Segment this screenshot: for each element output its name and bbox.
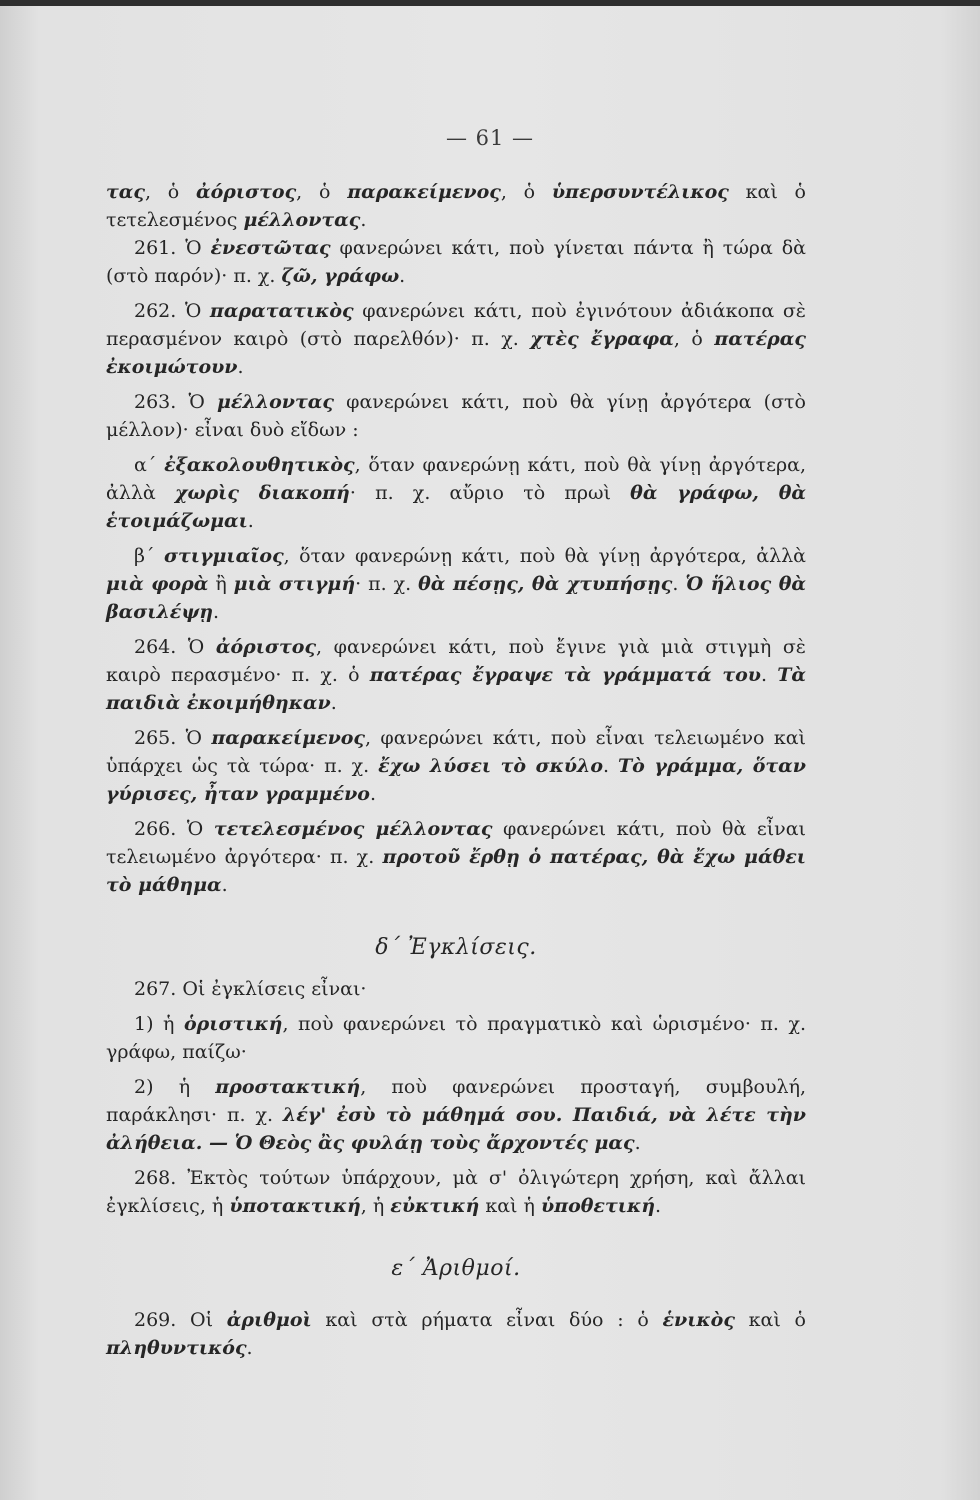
emphasized-term: ὑπερσυντέλικος [551,181,729,203]
text-run: καὶ ὁ τετελεσμένος [106,181,806,231]
text-run: 262. Ὁ [134,300,210,322]
text-run: 268. Ἐκτὸς τούτων ὑπάρχουν, μὰ σ' ὀλιγώτερη χρήση, καὶ ἄλλαι ἐγκλίσεις, ἡ [106,1167,806,1217]
text-run: . [221,874,228,896]
text-run: καὶ στὰ ρήματα εἶναι δύο : ὁ [311,1309,663,1331]
text-run: καὶ ἡ [479,1195,541,1217]
emphasized-term: ἀριθμοὶ [226,1309,312,1331]
text-run: · π. χ. [355,573,419,595]
paragraph [106,451,806,535]
text-run: β΄ [134,545,164,567]
emphasized-term: θὰ γράφω, θὰ ἑτοιμάζωμαι [106,482,806,532]
text-run: φανερώνει κάτι, ποὺ θὰ εἶναι τελειωμένο ἀργότερα· π. χ. [106,818,807,868]
text-run: . [603,755,619,777]
paragraph [106,1164,806,1220]
paragraph [106,297,806,381]
emphasized-term: ὑποθετική [540,1195,656,1217]
emphasized-term: παρακείμενος [347,181,501,203]
text-run: 265. Ὁ [134,727,212,749]
text-run: καὶ ὁ [734,1309,806,1331]
emphasized-term: ἀόριστος [215,636,317,658]
text-run: . [399,265,406,287]
page-text [106,178,806,1362]
text-run: . [213,601,220,623]
emphasized-term: προτοῦ ἔρθῃ ὁ πατέρας, θὰ ἔχω μάθει τὸ μάθημα [106,846,806,896]
emphasized-term: Ὁ ἥλιος θὰ βασιλέψῃ [106,573,806,623]
text-run: 1) ἡ [134,1013,184,1035]
text-run: 264. Ὁ [134,636,216,658]
emphasized-term: τας [106,181,145,203]
text-run: . [247,510,254,532]
text-run: , ὁ [296,181,348,203]
paragraph [106,388,806,444]
emphasized-term: ὑποτακτική [229,1195,361,1217]
paragraph [106,633,806,717]
paragraph [106,1073,806,1157]
emphasized-term: θὰ πέσῃς, θὰ χτυπήσῃς [418,573,673,595]
text-run: 263. Ὁ [134,391,218,413]
text-run: . [237,356,244,378]
paragraph [106,1306,806,1362]
emphasized-term: μιὰ φορὰ [106,573,209,595]
emphasized-term: προστακτική [215,1076,361,1098]
text-run: . [672,573,686,595]
text-run: 2) ἡ [134,1076,216,1098]
emphasized-term: ζῶ, γράφω [281,265,400,287]
text-run: , ἡ [360,1195,391,1217]
emphasized-term: Τὰ παιδιὰ ἐκοιμήθηκαν [106,664,806,714]
text-run: 269. Οἱ [134,1309,227,1331]
text-run: · π. χ. αὔριο τὸ πρωὶ [349,482,631,504]
emphasized-term: πληθυντικός [106,1337,247,1359]
paragraph [106,724,806,808]
text-run: 266. Ὁ [134,818,214,840]
text-run: . [761,664,778,686]
scan-edge [0,0,980,6]
emphasized-term: τετελεσμένος μέλλοντας [213,818,493,840]
text-run: , ὅταν φανερώνῃ κάτι, ποὺ θὰ γίνῃ ἀργότερα, ἀλλὰ [283,545,806,567]
text-run: , φανερώνει κάτι, ποὺ ἔγινε γιὰ μιὰ στιγμὴ σὲ καιρὸ περασμένο· π. χ. ὁ [106,636,806,686]
emphasized-term: χωρὶς διακοπή [174,482,350,504]
text-run: . [246,1337,253,1359]
text-run: . [330,692,337,714]
emphasized-term: χτὲς ἔγραφα [530,328,674,350]
emphasized-term: λέγ' ἐσὺ τὸ μάθημά σου. Παιδιά, νὰ λέτε τὴν ἀλήθεια. — Ὁ Θεὸς ἂς φυλάῃ τοὺς ἄρχοντές μας [106,1104,806,1154]
paragraph [106,542,806,626]
emphasized-term: εὐκτική [390,1195,480,1217]
text-run: ἢ [208,573,234,595]
page-number: — 61 — [445,126,535,150]
emphasized-term: παρατατικὸς [209,300,354,322]
text-run: , ὁ [144,181,196,203]
text-run: . [655,1195,662,1217]
paragraph [106,1010,806,1066]
text-run: φανερώνει κάτι, ποὺ ἐγινότουν ἀδιάκοπα σὲ περασμένον καιρὸ (στὸ παρελθόν)· π. χ. [106,300,807,350]
emphasized-term: μέλλοντας [217,391,334,413]
text-run: φανερώνει κάτι, ποὺ θὰ γίνῃ ἀργότερα (στὸ μέλλον)· εἶναι δυὸ εἴδων : [106,391,806,441]
text-run: , ὁ [500,181,552,203]
text-run: . [360,209,367,231]
emphasized-term: ἔχω λύσει τὸ σκύλο [378,755,604,777]
emphasized-term: Τὸ γράμμα, ὅταν γύρισες, ἦταν γραμμένο [106,755,806,805]
paragraph [106,234,806,290]
text-run: , ὁ [673,328,715,350]
text-run: 261. Ὁ [134,237,211,259]
section-heading: δ΄ Ἐγκλίσεις. [375,935,537,960]
emphasized-term: παρακείμενος [211,727,365,749]
text-run: , ὅταν φανερώνῃ κάτι, ποὺ θὰ γίνῃ ἀργότερα, ἀλλὰ [106,454,806,504]
section-heading: ε΄ Ἀριθμοί. [391,1256,521,1281]
emphasized-term: ἀόριστος [196,181,297,203]
paragraph [106,975,806,1003]
text-run: . [634,1132,641,1154]
text-run: 267. Οἱ ἐγκλίσεις εἶναι· [134,978,367,1000]
emphasized-term: πατέρας ἐκοιμώτουν [106,328,806,378]
emphasized-term: ὁριστική [183,1013,283,1035]
paragraph [106,815,806,899]
text-run: , φανερώνει κάτι, ποὺ εἶναι τελειωμένο καὶ ὑπάρχει ὡς τὰ τώρα· π. χ. [106,727,806,777]
emphasized-term: μιὰ στιγμή [233,573,356,595]
emphasized-term: ἐνεστῶτας [210,237,331,259]
paragraph [106,178,806,234]
emphasized-term: ἑνικὸς [662,1309,735,1331]
text-run: , ποὺ φανερώνει τὸ πραγματικὸ καὶ ὡρισμένο· π. χ. γράφω, παίζω· [106,1013,806,1063]
emphasized-term: στιγμιαῖος [163,545,284,567]
emphasized-term: μέλλοντας [243,209,361,231]
text-run: . [369,783,376,805]
text-run: α΄ [134,454,165,476]
text-run: φανερώνει κάτι, ποὺ γίνεται πάντα ἢ τώρα δὰ (στὸ παρόν)· π. χ. [106,237,806,287]
emphasized-term: ἐξακολουθητικὸς [164,454,355,476]
text-run: , ποὺ φανερώνει προσταγή, συμβουλή, παράκλησι· π. χ. [106,1076,807,1126]
emphasized-term: πατέρας ἔγραψε τὰ γράμματά του [369,664,761,686]
